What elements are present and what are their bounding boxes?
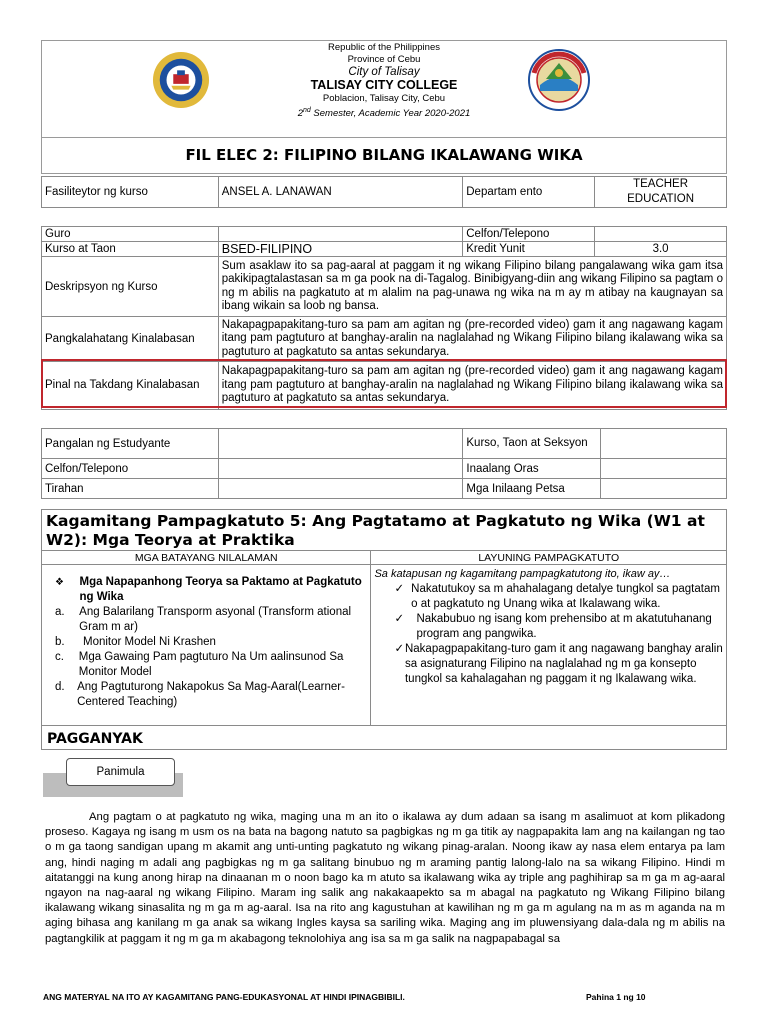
credit-label: Kredit Yunit <box>463 242 595 257</box>
facilitator-value: ANSEL A. LANAWAN <box>218 177 463 208</box>
semester-line <box>42 105 726 120</box>
course-section-label: Kurso, Taon at Seksyon <box>463 429 601 459</box>
diamond-bullet-icon: ❖ <box>55 577 64 588</box>
checkmark-icon: ✓ <box>394 583 405 595</box>
checkmark-icon: ✓ <box>394 613 405 625</box>
overall-outcome-value: Nakapagpapakitang-turo sa pam am agitan ng (pre-recorded video) gam it ang nagawang kagam itang pam pagtuturo at banghay-aralin na naglalahad ng Wikang Filipino bilang ikalawang wika sa pagtuturo at pagkatuto sa antas sekundarya. <box>218 317 726 362</box>
semester-suffix: nd <box>303 107 311 114</box>
page-number: Pahina 1 ng 10 <box>586 992 646 1002</box>
facilitator-label: Fasiliteytor ng kurso <box>42 177 219 208</box>
topic-marker: c. <box>55 651 64 663</box>
module-section <box>41 509 727 550</box>
objectives-intro: Sa katapusan ng kagamitang pampagkatutong ito, ikaw ay… <box>374 568 671 580</box>
topic-heading <box>45 575 367 605</box>
topic-text: Ang Balarilang Transporm asyonal (Transform ational Gram m ar) <box>79 606 352 633</box>
time-value <box>601 459 727 479</box>
intro-paragraph: Ang pagtam o at pagkatuto ng wika, maging una m an ito o ikalawa ay dum adaan sa isang m asalimuot at kom plikadong proseso. Kagaya ng isang m usm os na bata na bagong natuto sa pagbigkas ng m ga titik ay nagpapakita lam ang na kailangan ng tao o m ga taong sandigan upang m akamit ang unti-unting pagkatuto ng wikang pinag-aralan. Noong ikaw ay nasa elem entarya pa lam ang, hindi naging m adali ang pagbigkas ng m ga salitang binubuo ng m araming pantig lalong-lalo na sa wikang Filipino. Hindi m aitatanggi na kung anong hirap na dinaanan m o noon bago ka m atuto sa ikalawang wika ay triple ang paghihirap sa m ga m ag-aaral ngayon na nag-aaral ng wikang Filipino. Maram ing salik ang nakakaapekto sa m abagal na pagkatuto ng Wikang Filipino bilang ikalawang wikang sinasalita ng m ga m ag-aaral. Isa na rito ang kagustuhan at kawilihan ng m ga m agulang na m as m aganda na m aging bihasa ang kanilang m ga anak sa wikang Ingles kaysa sa sariling wika. Maging ang im pluwensiyang dala-dala ng m abilis na pagtangkilik at paggam it ng m ga m akabagong teknolohiya ang isa sa m ga salik na nagpapabagal sa <box>45 811 725 945</box>
objective-item <box>374 582 723 612</box>
topic-title: Mga Napapanhong Teorya sa Paktamo at Pagkatuto ng Wika <box>79 576 362 603</box>
teacher-value <box>218 227 463 242</box>
topic-text: Mga Gawaing Pam pagtuturo Na Um aalinsunod Sa Monitor Model <box>78 651 344 678</box>
description-label: Deskripsyon ng Kurso <box>42 257 219 317</box>
semester-text: Semester, Academic Year 2020-2021 <box>310 108 471 120</box>
department-label: Departam ento <box>463 177 595 208</box>
teacher-label: Guro <box>42 227 219 242</box>
footer-disclaimer: ANG MATERYAL NA ITO AY KAGAMITANG PANG-EDUKASYONAL AT HINDI IPINAGBIBILI. <box>43 992 405 1002</box>
semester-number: 2 <box>297 108 303 120</box>
topic-item <box>45 605 367 635</box>
document-page <box>41 40 727 750</box>
topic-item <box>45 635 367 650</box>
checkmark-icon: ✓ <box>394 643 405 655</box>
time-label: Inaalang Oras <box>463 459 601 479</box>
college-name: TALISAY CITY COLLEGE <box>310 78 458 92</box>
topic-text: Monitor Model Ni Krashen <box>83 636 216 648</box>
address-value <box>218 479 463 499</box>
objective-item <box>374 642 723 687</box>
course-section-value <box>601 429 727 459</box>
address-line: Poblacion, Talisay City, Cebu <box>322 93 446 104</box>
topic-marker: b. <box>55 636 65 648</box>
topic-item <box>45 680 367 710</box>
student-name-label: Pangalan ng Estudyante <box>42 429 219 459</box>
dates-value <box>601 479 727 499</box>
course-title: FIL ELEC 2: FILIPINO BILANG IKALAWANG WIKA <box>41 138 727 174</box>
address-label: Tirahan <box>42 479 219 499</box>
student-name-value <box>218 429 463 459</box>
student-info-table <box>41 428 727 499</box>
left-column-header: MGA BATAYANG NILALAMAN <box>42 551 371 565</box>
student-phone-label: Celfon/Telepono <box>42 459 219 479</box>
city-line: City of Talisay <box>348 66 420 78</box>
province-line: Province of Cebu <box>347 54 421 65</box>
module-content-table <box>41 550 727 725</box>
pagganyak-title: PAGGANYAK <box>47 730 143 747</box>
overall-outcome-label: Pangkalahatang Kinalabasan <box>42 317 219 362</box>
department-value: TEACHER EDUCATION <box>595 177 727 208</box>
phone-value <box>595 227 727 242</box>
topic-item <box>45 650 367 680</box>
objectives-cell <box>371 565 727 725</box>
topic-text: Ang Pagtuturong Nakapokus Sa Mag-Aaral(Learner-Centered Teaching) <box>77 681 345 708</box>
phone-label: Celfon/Telepono <box>463 227 595 242</box>
final-outcome-label: Pinal na Takdang Kinalabasan <box>42 362 219 410</box>
topic-marker: a. <box>55 606 65 618</box>
objective-text: Nakatutukoy sa m ahahalagang detalye tungkol sa pagtatam o at pagkatuto ng Unang wika at Ikalawang wika. <box>411 583 720 610</box>
republic-line: Republic of the Philippines <box>328 42 440 53</box>
final-outcome-highlight <box>41 359 727 408</box>
final-outcome-value: Nakapagpapakitang-turo sa pam am agitan ng (pre-recorded video) gam it ang nagawang kagam itang pam pagtuturo at banghay-aralin na naglalahad ng Wikang Filipino bilang ikalawang wika sa pagtuturo at pagkatuto sa antas sekundarya. <box>218 362 726 410</box>
pagganyak-heading <box>41 725 727 750</box>
credit-value: 3.0 <box>595 242 727 257</box>
dates-label: Mga Inilaang Petsa <box>463 479 601 499</box>
module-title: Kagamitang Pampagkatuto 5: Ang Pagtatamo at Pagkatuto ng Wika (W1 at W2): Mga Teorya at Praktika <box>46 512 705 549</box>
course-year-label: Kurso at Taon <box>42 242 219 257</box>
topics-cell <box>42 565 371 725</box>
objective-item <box>374 612 723 642</box>
panimula-label: Panimula <box>66 758 175 786</box>
letterhead <box>41 40 727 138</box>
course-year-value: BSED-FILIPINO <box>218 242 463 257</box>
right-column-header: LAYUNING PAMPAGKATUTO <box>371 551 727 565</box>
topic-marker: d. <box>55 681 65 693</box>
description-value: Sum asaklaw ito sa pag-aaral at paggam it ng wikang Filipino bilang pangalawang wika gam itsa pakikipagtalastasan sa m ga pook na di-Tagalog. Binibigyang-diin ang wikang Filipino sa pagtam o ng m abilis na pagkatuto at m alalim na pag-unawa ng wika na m ay m atibay na kaugnayan sa ibang wikain sa loob ng bansa. <box>218 257 726 317</box>
objective-text: Nakapagpapakitang-turo gam it ang nagawang banghay aralin sa asignaturang Filipino na naglalahad ng m ga konsepto tungkol sa kahalagahan ng paggam it ng Ikalawang wika. <box>404 643 723 685</box>
student-phone-value <box>218 459 463 479</box>
objective-text: Nakabubuo ng isang kom prehensibo at m akatutuhanang program ang pangwika. <box>416 613 712 640</box>
